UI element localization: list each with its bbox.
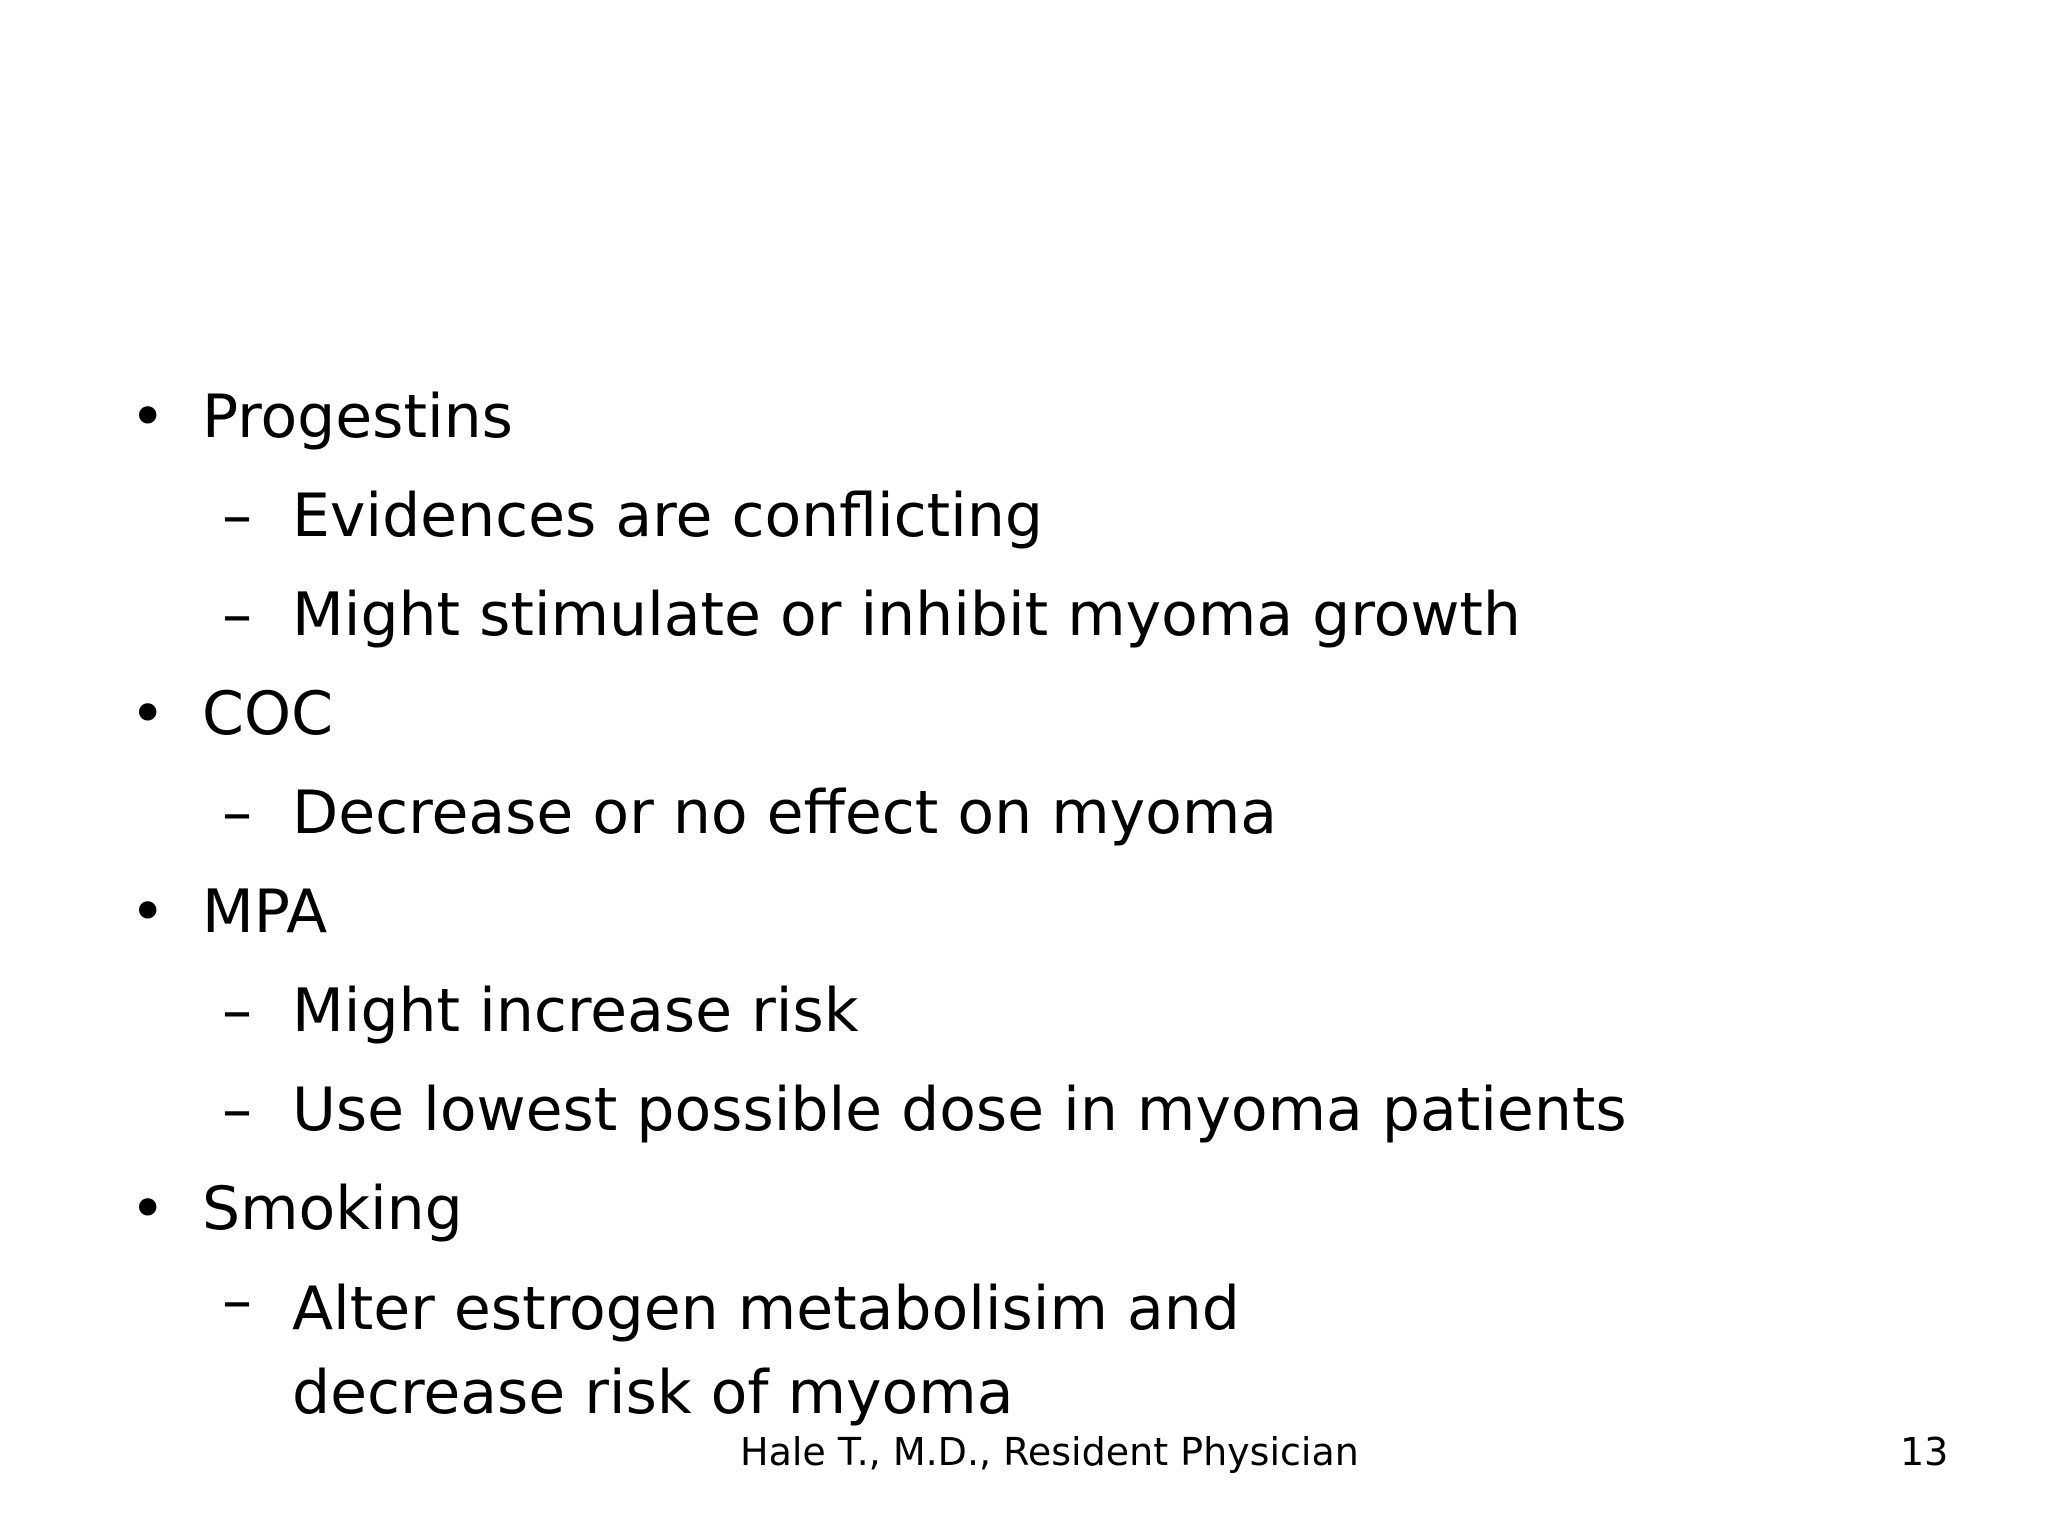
bullet-text: Progestins	[202, 382, 513, 452]
sub-bullet-text: Alter estrogen metabolisim and decrease risk of myoma	[292, 1274, 1240, 1428]
dash-marker: –	[222, 481, 252, 551]
sub-bullet-item	[130, 467, 1830, 566]
sub-bullet-item	[130, 764, 1830, 863]
sub-bullet-text: Use lowest possible dose in myoma patients	[292, 1075, 1627, 1145]
bullet-marker: •	[130, 1174, 166, 1244]
dash-marker: –	[222, 976, 252, 1046]
bullet-item-coc	[130, 665, 1830, 764]
bullet-marker: •	[130, 877, 166, 947]
sub-bullet-item	[130, 1259, 1472, 1435]
bullet-item-mpa	[130, 863, 1830, 962]
bullet-marker: •	[130, 382, 166, 452]
slide-page-number: 13	[1900, 1430, 1949, 1474]
sub-bullet-item	[130, 566, 1830, 665]
dash-marker: –	[222, 1075, 252, 1145]
sub-bullet-text: Might stimulate or inhibit myoma growth	[292, 580, 1521, 650]
sub-bullet-text: Evidences are conflicting	[292, 481, 1043, 551]
bullet-item-smoking	[130, 1160, 1830, 1259]
sub-bullet-text: Might increase risk	[292, 976, 859, 1046]
dash-marker: –	[222, 1266, 252, 1336]
bullet-item-progestins	[130, 368, 1830, 467]
bullet-text: Smoking	[202, 1174, 463, 1244]
bullet-text: COC	[202, 679, 334, 749]
slide-footer: Hale T., M.D., Resident Physician	[740, 1430, 1359, 1474]
dash-marker: –	[222, 580, 252, 650]
sub-bullet-item	[130, 962, 1830, 1061]
bullet-list	[130, 368, 1830, 1435]
sub-bullet-text: Decrease or no effect on myoma	[292, 778, 1278, 848]
bullet-marker: •	[130, 679, 166, 749]
bullet-text: MPA	[202, 877, 328, 947]
dash-marker: –	[222, 778, 252, 848]
sub-bullet-item	[130, 1061, 1830, 1160]
